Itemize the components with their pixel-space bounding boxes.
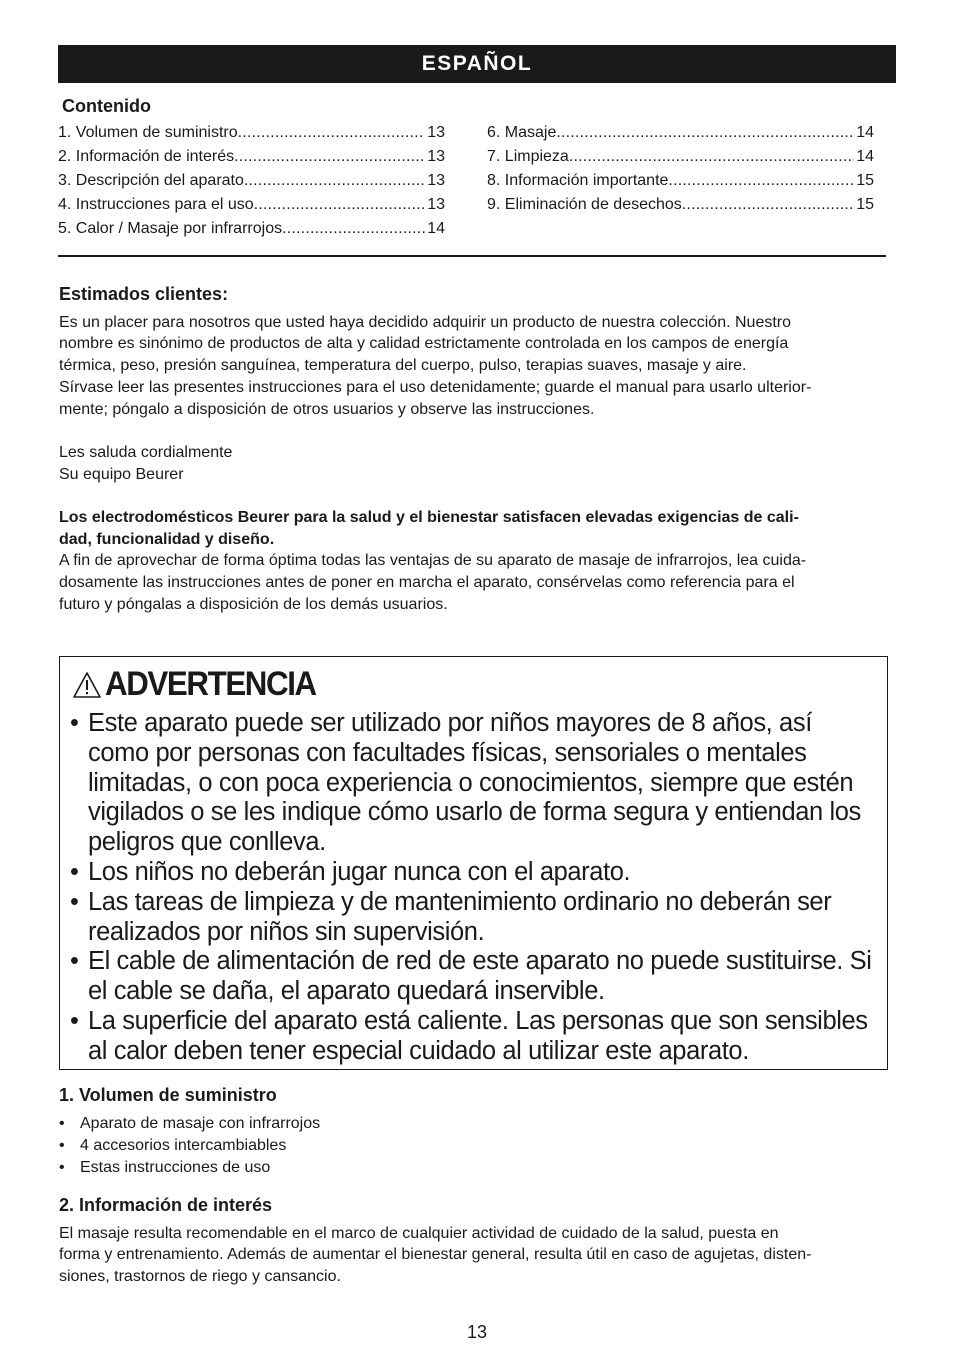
toc-left-column: [58, 124, 445, 244]
intro-text: mente; póngalo a disposición de otros usuarios y observe las instrucciones.: [59, 400, 595, 418]
intro-text: dosamente las instrucciones antes de poner en marcha el aparato, consérvelas como referencia para el: [59, 574, 795, 592]
toc-item[interactable]: 6. Masaje ..... 14: [487, 124, 874, 148]
intro-text: térmica, peso, presión sanguínea, temperatura del cuerpo, pulso, terapias suaves, masaje y aire.: [59, 357, 747, 375]
warning-heading: ADVERTENCIA: [105, 665, 316, 703]
intro-text: nombre es sinónimo de productos de alta y calidad estrictamente controlada en los campos de energía: [59, 335, 789, 353]
toc-item[interactable]: 7. Limpieza ..... 14: [487, 148, 874, 172]
section-heading: 1. Volumen de suministro: [59, 1085, 277, 1105]
section-heading: 2. Información de interés: [59, 1195, 273, 1215]
section-text: El masaje resulta recomendable en el marco de cualquier actividad de cuidado de la salud, puesta en: [59, 1224, 779, 1242]
toc-item[interactable]: 2. Información de interés ..... 13: [58, 148, 445, 172]
page-number: 13: [466, 1322, 488, 1342]
list-item: • Aparato de masaje con infrarrojos: [59, 1114, 321, 1132]
intro-text: futuro y póngalas a disposición de los demás usuarios.: [59, 595, 448, 613]
bold-statement: Los electrodomésticos Beurer para la salud y el bienestar satisfacen elevadas exigencias de cali-: [59, 509, 799, 526]
language-label: ESPAÑOL: [421, 52, 533, 75]
intro-text: Es un placer para nosotros que usted haya decidido adquirir un producto de nuestra colección. Nuestro: [59, 313, 792, 331]
section-information: [59, 1195, 897, 1288]
toc-right-column: [487, 124, 874, 220]
warning-item: • El cable de alimentación de red de este aparato no puede sustituirse. Si el cable se daña, el aparato quedará inservible.: [70, 947, 872, 1006]
warning-item: • Las tareas de limpieza y de mantenimiento ordinario no deberán ser realizados por niños sin supervisión.: [70, 887, 832, 946]
warning-item: • Este aparato puede ser utilizado por niños mayores de 8 años, así como por personas con facultades físicas, sensoriales o mentales limitadas, o con poca experiencia o conocimientos, siempre que estén vigilados o se les indique cómo usarlo de forma segura y entiendan los peligros que conlleva.: [70, 709, 861, 857]
greeting: Les saluda cordialmente: [59, 443, 233, 461]
warning-triangle-icon: [72, 671, 102, 699]
list-item: • Estas instrucciones de uso: [59, 1158, 271, 1176]
warning-item: • La superficie del aparato está caliente. Las personas que son sensibles al calor deben tener especial cuidado al utilizar este aparato.: [70, 1006, 868, 1065]
list-item: • 4 accesorios intercambiables: [59, 1136, 287, 1154]
intro-text: Sírvase leer las presentes instrucciones para el uso detenidamente; guarde el manual para usarlo ulterior-: [59, 378, 812, 396]
warning-title: [72, 665, 334, 704]
intro-text: A fin de aprovechar de forma óptima todas las ventajas de su aparato de masaje de infrarrojos, lea cuida-: [59, 552, 807, 570]
toc-item[interactable]: 4. Instrucciones para el uso ..... 13: [58, 196, 445, 220]
divider: [58, 255, 886, 257]
toc-item[interactable]: 8. Información importante ..... 15: [487, 172, 874, 196]
section-text: siones, trastornos de riego y cansancio.: [59, 1268, 341, 1286]
supply-list: [59, 1113, 897, 1179]
warning-item: • Los niños no deberán jugar nunca con el aparato.: [70, 857, 631, 886]
signature: Su equipo Beurer: [59, 465, 184, 483]
language-header: [58, 45, 896, 83]
intro-section: [59, 284, 897, 616]
toc-item[interactable]: 9. Eliminación de desechos ..... 15: [487, 196, 874, 220]
section-supply: [59, 1085, 897, 1179]
warning-list: [70, 709, 882, 1067]
section-text: forma y entrenamiento. Además de aumentar el bienestar general, resulta útil en caso de agujetas, disten-: [59, 1246, 812, 1264]
toc-title: Contenido: [62, 96, 151, 116]
toc-item[interactable]: 3. Descripción del aparato ..... 13: [58, 172, 445, 196]
bold-statement: dad, funcionalidad y diseño.: [59, 530, 275, 548]
toc-item[interactable]: 1. Volumen de suministro ..... 13: [58, 124, 445, 148]
toc-item[interactable]: 5. Calor / Masaje por infrarrojos ..... 14: [58, 220, 445, 244]
intro-heading: Estimados clientes:: [59, 284, 229, 304]
warning-box: [59, 656, 888, 1070]
